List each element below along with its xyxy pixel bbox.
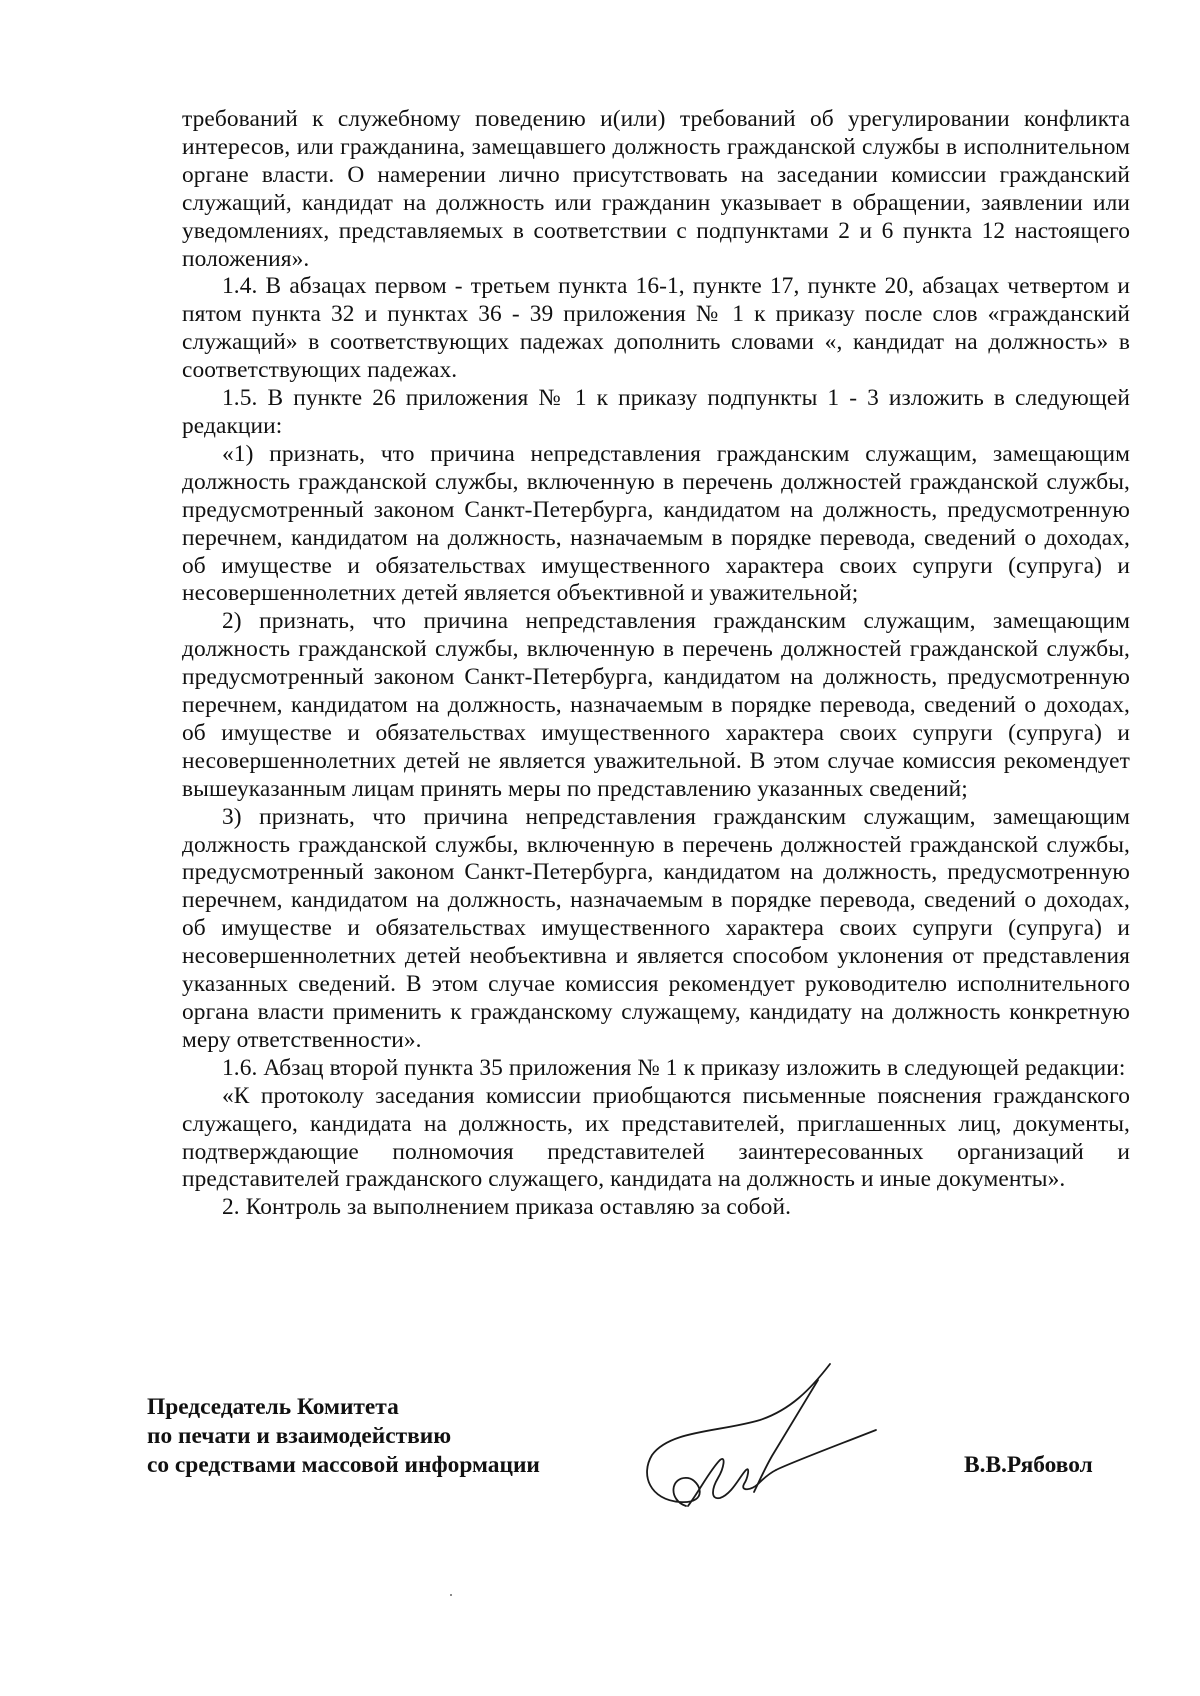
paragraph-1-5: 1.5. В пункте 26 приложения № 1 к приказу подпункты 1 - 3 изложить в следующей редакции: <box>182 385 1130 439</box>
document-body <box>182 106 1130 1222</box>
signer-title-line-3: со средствами массовой информации <box>147 1452 540 1478</box>
signer-name: В.В.Рябовол <box>964 1452 1093 1478</box>
subparagraph-3: 3) признать, что причина непредставления гражданским служащим, замещающим должность гражданской службы, включенную в перечень должностей гражданской службы, предусмотренный законом Санкт-Петербурга, кандидатом на должность, предусмотренную перечнем, кандидатом на должность, назначаемым в порядке перевода, сведений о доходах, об имуществе и обязательствах имущественного характера своих супруги (супруга) и несовершеннолетних детей необъективна и является способом уклонения от представления указанных сведений. В этом случае комиссия рекомендует руководителю исполнительного органа власти применить к гражданскому служащему, кандидату на должность конкретную меру ответственности». <box>182 803 1130 1053</box>
scan-speck <box>450 1594 452 1596</box>
paragraph-1-4: 1.4. В абзацах первом - третьем пункта 16-1, пункте 17, пункте 20, абзацах четвертом и пятом пункта 32 и пунктах 36 - 39 приложения № 1 к приказу после слов «гражданский служащий» в соответствующих падежах дополнить словами «, кандидат на должность» в соответствующих падежах. <box>182 273 1130 384</box>
signer-title-line-1: Председатель Комитета <box>147 1394 399 1420</box>
subparagraph-1: «1) признать, что причина непредставления гражданским служащим, замещающим должность гражданской службы, включенную в перечень должностей гражданской службы, предусмотренный законом Санкт-Петербурга, кандидатом на должность, предусмотренную перечнем, кандидатом на должность, назначаемым в порядке перевода, сведений о доходах, об имуществе и обязательствах имущественного характера своих супруги (супруга) и несовершеннолетних детей является объективной и уважительной; <box>182 440 1130 607</box>
subparagraph-2: 2) признать, что причина непредставления гражданским служащим, замещающим должность гражданской службы, включенную в перечень должностей гражданской службы, предусмотренный законом Санкт-Петербурга, кандидатом на должность, предусмотренную перечнем, кандидатом на должность, назначаемым в порядке перевода, сведений о доходах, об имуществе и обязательствах имущественного характера своих супруги (супруга) и несовершеннолетних детей не является уважительной. В этом случае комиссия рекомендует вышеуказанным лицам принять меры по представлению указанных сведений; <box>182 608 1130 802</box>
paragraph-2-control: 2. Контроль за выполнением приказа оставляю за собой. <box>222 1194 792 1221</box>
signer-title-block <box>147 1393 540 1480</box>
handwritten-signature <box>640 1360 880 1520</box>
paragraph-continuation: требований к служебному поведению и(или) требований об урегулировании конфликта интересов, или гражданина, замещавшего должность гражданской службы в исполнительном органе власти. О намерении лично присутствовать на заседании комиссии гражданский служащий, кандидат на должность или гражданин указывает в обращении, заявлении или уведомлениях, представляемых в соответствии с подпунктами 2 и 6 пункта 12 настоящего положения». <box>182 106 1130 272</box>
paragraph-protocol-quote: «К протоколу заседания комиссии приобщаются письменные пояснения гражданского служащего, кандидата на должность, их представителей, приглашенных лиц, документы, подтверждающие полномочия представителей заинтересованных организаций и представителей гражданского служащего, кандидата на должность и иные документы». <box>182 1082 1130 1193</box>
paragraph-1-6: 1.6. Абзац второй пункта 35 приложения № 1 к приказу изложить в следующей редакции: <box>222 1054 1126 1081</box>
signer-title-line-2: по печати и взаимодействию <box>147 1423 452 1449</box>
